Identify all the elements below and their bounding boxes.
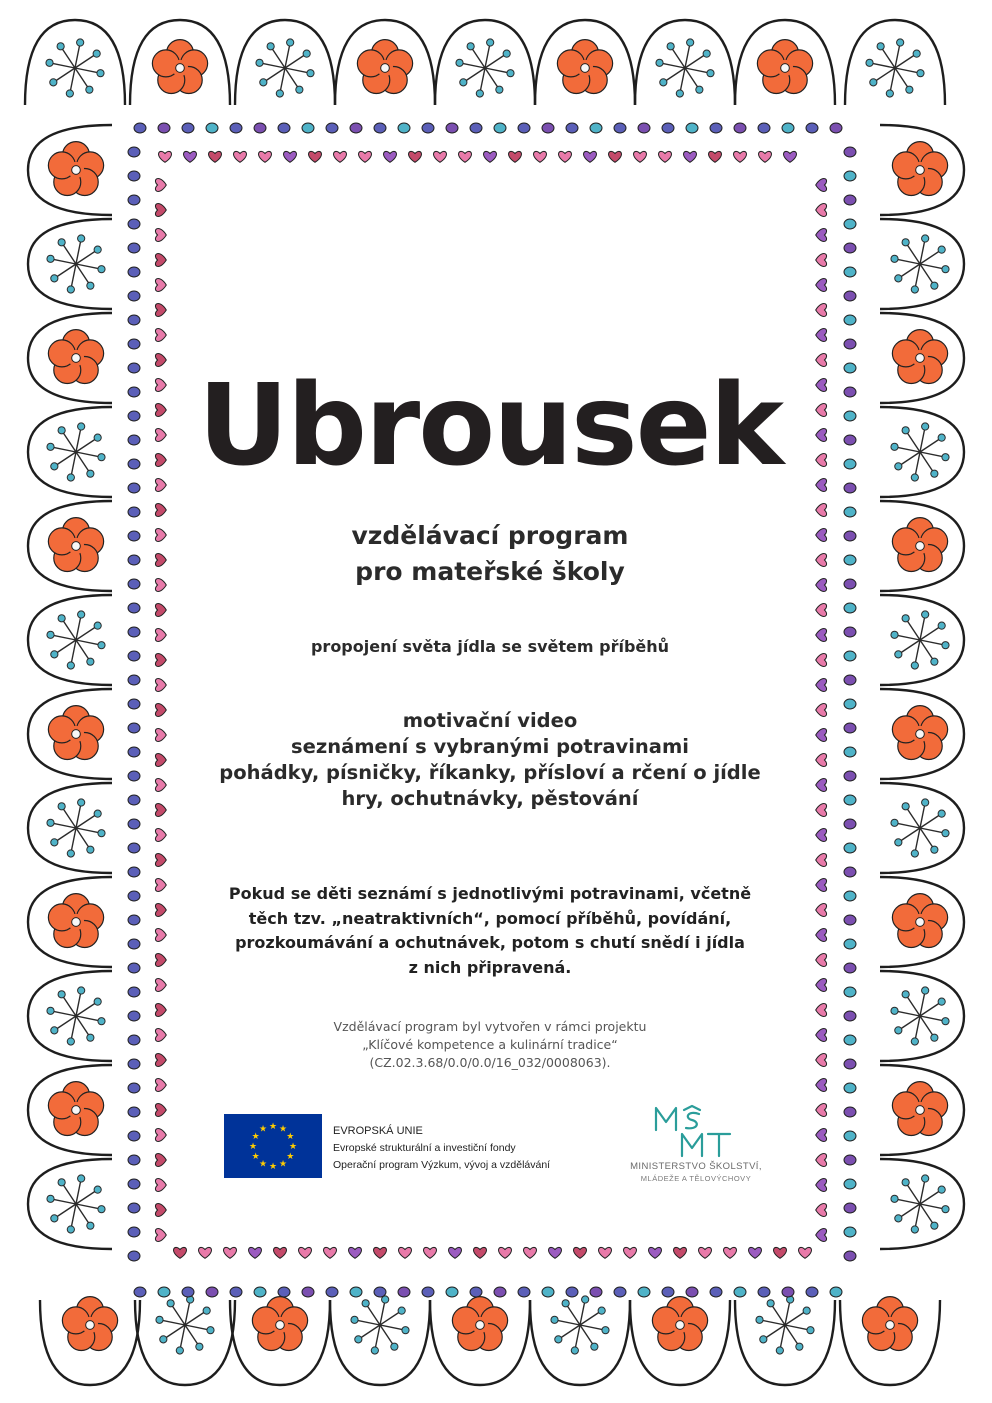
- paragraph-line: těch tzv. „neatraktivních“, pomocí příběhů, povídání,: [248, 908, 732, 928]
- eu-star-icon: ★: [248, 1142, 258, 1152]
- eu-star-icon: ★: [286, 1152, 295, 1162]
- document-title: Ubrousek: [197, 361, 783, 491]
- eu-star-icon: ★: [268, 1122, 278, 1132]
- msmt-line: MINISTERSTVO ŠKOLSTVÍ,: [630, 1161, 762, 1172]
- project-line: (CZ.02.3.68/0.0/0.0/16_032/0008063).: [369, 1055, 611, 1070]
- feature-item: pohádky, písničky, říkanky, přísloví a rčení o jídle: [219, 761, 761, 784]
- paragraph-line: Pokud se děti seznámí s jednotlivými potravinami, včetně: [228, 884, 752, 903]
- eu-star-icon: ★: [268, 1162, 278, 1172]
- paragraph-line: prozkoumávání a ochutnávek, potom s chutí snědí i jídla: [235, 933, 745, 952]
- paragraph-line: z nich připravená.: [408, 957, 572, 977]
- eu-star-icon: ★: [251, 1132, 260, 1142]
- description-paragraph: [180, 882, 800, 980]
- eu-flag-icon: [224, 1114, 322, 1178]
- eu-star-icon: ★: [258, 1159, 268, 1170]
- feature-item: motivační video: [402, 709, 578, 732]
- eu-star-icon: ★: [288, 1142, 298, 1152]
- eu-logo-line: Evropské strukturální a investiční fondy: [333, 1142, 516, 1154]
- eu-star-icon: ★: [258, 1124, 268, 1135]
- project-line: Vzdělávací program byl vytvořen v rámci projektu: [333, 1019, 647, 1034]
- feature-list: [180, 708, 800, 812]
- msmt-logo: [612, 1104, 780, 1190]
- eu-star-icon: ★: [251, 1152, 260, 1162]
- eu-star-icon: ★: [278, 1159, 288, 1170]
- feature-item: hry, ochutnávky, pěstování: [341, 787, 639, 810]
- eu-star-icon: ★: [278, 1124, 288, 1135]
- feature-item: seznámení s vybranými potravinami: [291, 735, 689, 758]
- document-subtitle: [180, 518, 800, 590]
- msmt-mark-icon: [652, 1104, 734, 1160]
- subtitle-line: pro mateřské školy: [355, 557, 625, 586]
- eu-logo-text: [333, 1123, 550, 1174]
- msmt-line: MLÁDEŽE A TĚLOVÝCHOVY: [640, 1174, 752, 1183]
- eu-star-icon: ★: [286, 1132, 295, 1142]
- project-info: [180, 1018, 800, 1072]
- tagline: propojení světa jídla se světem příběhů: [310, 637, 670, 656]
- eu-logo-title: EVROPSKÁ UNIE: [333, 1125, 423, 1137]
- subtitle-line: vzdělávací program: [351, 521, 629, 550]
- eu-logo-line: Operační program Výzkum, vývoj a vzdělávání: [333, 1159, 551, 1171]
- project-line: „Klíčové kompetence a kulinární tradice“: [362, 1037, 618, 1052]
